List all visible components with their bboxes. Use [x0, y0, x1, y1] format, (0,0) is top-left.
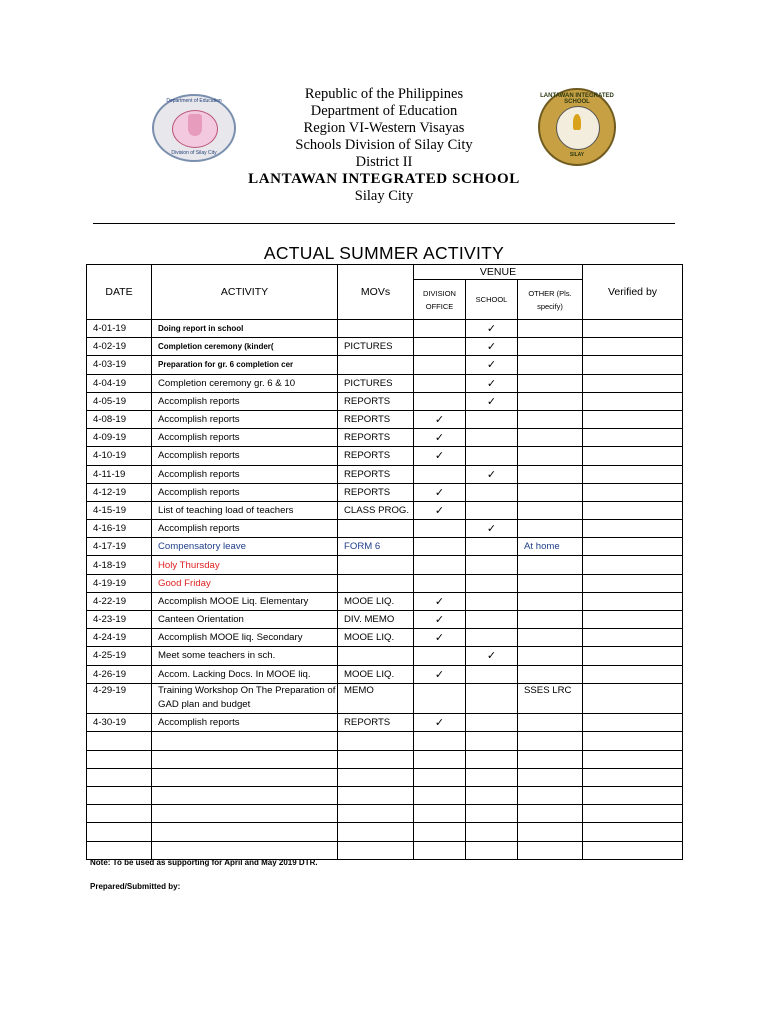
cell-date: 4-22-19: [87, 592, 152, 610]
cell-activity: Accom. Lacking Docs. In MOOE liq.: [152, 665, 338, 683]
cell-school: [466, 447, 518, 465]
cell-other: [518, 392, 583, 410]
cell-school: [466, 429, 518, 447]
cell-other: [518, 665, 583, 683]
table-row: [87, 392, 683, 410]
empty-cell: [583, 732, 683, 750]
empty-cell: [152, 750, 338, 768]
cell-other: [518, 447, 583, 465]
cell-division: ✓: [414, 629, 466, 647]
empty-cell: [518, 805, 583, 823]
cell-activity: Preparation for gr. 6 completion cer: [152, 356, 338, 374]
empty-cell: [583, 823, 683, 841]
cell-activity: Compensatory leave: [152, 538, 338, 556]
header-verified-by: Verified by: [583, 265, 683, 320]
cell-verified: [583, 356, 683, 374]
cell-division: [414, 356, 466, 374]
empty-row: [87, 805, 683, 823]
cell-division: [414, 338, 466, 356]
empty-cell: [152, 805, 338, 823]
cell-date: 4-26-19: [87, 665, 152, 683]
cell-activity: Accomplish MOOE liq. Secondary: [152, 629, 338, 647]
empty-cell: [87, 805, 152, 823]
table-row: [87, 647, 683, 665]
empty-cell: [338, 841, 414, 859]
empty-row: [87, 841, 683, 859]
cell-school: [466, 410, 518, 428]
cell-activity: Good Friday: [152, 574, 338, 592]
cell-school: [466, 483, 518, 501]
empty-cell: [87, 750, 152, 768]
cell-school: ✓: [466, 338, 518, 356]
deped-seal-bottom-text: Division of Silay City: [171, 150, 217, 156]
cell-other: At home: [518, 538, 583, 556]
cell-school: [466, 611, 518, 629]
empty-cell: [466, 768, 518, 786]
cell-movs: REPORTS: [338, 410, 414, 428]
cell-school: [466, 574, 518, 592]
page-title: ACTUAL SUMMER ACTIVITY: [263, 243, 505, 263]
cell-other: [518, 520, 583, 538]
cell-verified: [583, 574, 683, 592]
cell-verified: [583, 665, 683, 683]
cell-movs: [338, 647, 414, 665]
cell-division: ✓: [414, 429, 466, 447]
empty-cell: [87, 732, 152, 750]
cell-date: 4-02-19: [87, 338, 152, 356]
empty-cell: [583, 805, 683, 823]
cell-activity: Completion ceremony gr. 6 & 10: [152, 374, 338, 392]
cell-other: [518, 611, 583, 629]
empty-cell: [466, 750, 518, 768]
cell-date: 4-15-19: [87, 501, 152, 519]
cell-date: 4-04-19: [87, 374, 152, 392]
empty-cell: [518, 732, 583, 750]
letterhead-division: Schools Division of Silay City: [295, 137, 473, 153]
table-row: [87, 538, 683, 556]
empty-cell: [414, 787, 466, 805]
letterhead-school-name: LANTAWAN INTEGRATED SCHOOL: [248, 171, 520, 187]
cell-date: 4-08-19: [87, 410, 152, 428]
cell-verified: [583, 338, 683, 356]
empty-cell: [338, 750, 414, 768]
empty-row: [87, 823, 683, 841]
cell-activity: Accomplish reports: [152, 465, 338, 483]
cell-division: [414, 374, 466, 392]
cell-school: ✓: [466, 392, 518, 410]
cell-other: [518, 501, 583, 519]
empty-cell: [518, 787, 583, 805]
cell-activity: Holy Thursday: [152, 556, 338, 574]
empty-row: [87, 768, 683, 786]
cell-activity: Accomplish reports: [152, 410, 338, 428]
cell-division: [414, 556, 466, 574]
cell-movs: [338, 574, 414, 592]
cell-movs: REPORTS: [338, 447, 414, 465]
header-other: OTHER (Pls. specify): [518, 280, 583, 320]
cell-school: [466, 501, 518, 519]
cell-school: ✓: [466, 520, 518, 538]
cell-division: ✓: [414, 714, 466, 732]
cell-movs: REPORTS: [338, 465, 414, 483]
cell-activity: Accomplish reports: [152, 714, 338, 732]
cell-other: [518, 320, 583, 338]
cell-school: ✓: [466, 356, 518, 374]
cell-other: [518, 629, 583, 647]
empty-cell: [338, 805, 414, 823]
cell-school: ✓: [466, 374, 518, 392]
cell-division: ✓: [414, 611, 466, 629]
cell-date: 4-09-19: [87, 429, 152, 447]
table-row: [87, 338, 683, 356]
table-row: [87, 556, 683, 574]
letterhead-region: Region VI-Western Visayas: [303, 120, 465, 136]
empty-cell: [87, 787, 152, 805]
cell-activity: Canteen Orientation: [152, 611, 338, 629]
cell-school: [466, 556, 518, 574]
letterhead-department: Department of Education: [310, 103, 458, 119]
empty-cell: [518, 750, 583, 768]
cell-verified: [583, 483, 683, 501]
cell-verified: [583, 629, 683, 647]
cell-division: ✓: [414, 447, 466, 465]
cell-other: [518, 647, 583, 665]
cell-activity: Training Workshop On The Preparation of GAD plan and budget: [152, 683, 338, 714]
table-row: [87, 574, 683, 592]
cell-movs: PICTURES: [338, 374, 414, 392]
empty-cell: [518, 823, 583, 841]
header-activity: ACTIVITY: [152, 265, 338, 320]
table-row: [87, 714, 683, 732]
cell-verified: [583, 465, 683, 483]
empty-cell: [466, 787, 518, 805]
cell-verified: [583, 592, 683, 610]
empty-cell: [583, 768, 683, 786]
cell-verified: [583, 611, 683, 629]
cell-activity: Meet some teachers in sch.: [152, 647, 338, 665]
cell-activity: Accomplish reports: [152, 483, 338, 501]
table-row: [87, 520, 683, 538]
cell-movs: [338, 520, 414, 538]
school-seal-bottom-text: SILAY: [569, 152, 585, 158]
cell-date: 4-10-19: [87, 447, 152, 465]
empty-cell: [338, 768, 414, 786]
cell-division: [414, 574, 466, 592]
empty-cell: [87, 841, 152, 859]
cell-movs: DIV. MEMO: [338, 611, 414, 629]
activity-table-body: [87, 320, 683, 860]
cell-division: [414, 520, 466, 538]
cell-activity: List of teaching load of teachers: [152, 501, 338, 519]
cell-activity: Accomplish reports: [152, 520, 338, 538]
cell-date: 4-01-19: [87, 320, 152, 338]
cell-activity: Doing report in school: [152, 320, 338, 338]
cell-verified: [583, 501, 683, 519]
cell-verified: [583, 410, 683, 428]
cell-school: [466, 629, 518, 647]
letterhead-republic: Republic of the Philippines: [304, 86, 464, 102]
header-school: SCHOOL: [466, 280, 518, 320]
empty-cell: [87, 768, 152, 786]
cell-date: 4-30-19: [87, 714, 152, 732]
cell-other: [518, 574, 583, 592]
header-division-office: DIVISION OFFICE: [414, 280, 466, 320]
empty-cell: [466, 805, 518, 823]
cell-movs: MOOE LIQ.: [338, 629, 414, 647]
cell-date: 4-23-19: [87, 611, 152, 629]
cell-other: [518, 465, 583, 483]
cell-date: 4-29-19: [87, 683, 152, 714]
cell-division: ✓: [414, 501, 466, 519]
cell-movs: REPORTS: [338, 392, 414, 410]
table-row: [87, 483, 683, 501]
cell-verified: [583, 556, 683, 574]
cell-school: ✓: [466, 465, 518, 483]
cell-movs: MEMO: [338, 683, 414, 714]
header-venue: VENUE: [414, 265, 583, 280]
cell-date: 4-05-19: [87, 392, 152, 410]
empty-cell: [152, 787, 338, 805]
cell-other: [518, 338, 583, 356]
empty-cell: [414, 732, 466, 750]
cell-activity: Completion ceremony (kinder(: [152, 338, 338, 356]
cell-school: ✓: [466, 647, 518, 665]
cell-verified: [583, 429, 683, 447]
cell-movs: [338, 556, 414, 574]
cell-school: ✓: [466, 320, 518, 338]
table-row: [87, 465, 683, 483]
cell-verified: [583, 374, 683, 392]
cell-movs: PICTURES: [338, 338, 414, 356]
empty-row: [87, 750, 683, 768]
cell-verified: [583, 683, 683, 714]
cell-verified: [583, 392, 683, 410]
cell-division: [414, 320, 466, 338]
table-row: [87, 501, 683, 519]
table-row: [87, 320, 683, 338]
cell-verified: [583, 320, 683, 338]
cell-movs: MOOE LIQ.: [338, 592, 414, 610]
empty-cell: [338, 823, 414, 841]
cell-activity: Accomplish reports: [152, 429, 338, 447]
table-row: [87, 429, 683, 447]
empty-cell: [414, 841, 466, 859]
cell-other: [518, 592, 583, 610]
school-seal-top-text: LANTAWAN INTEGRATED SCHOOL: [540, 93, 614, 105]
empty-row: [87, 787, 683, 805]
cell-other: [518, 410, 583, 428]
empty-cell: [152, 841, 338, 859]
cell-school: [466, 538, 518, 556]
empty-cell: [518, 768, 583, 786]
table-row: [87, 629, 683, 647]
header-divider: [93, 223, 675, 224]
empty-cell: [152, 768, 338, 786]
cell-date: 4-24-19: [87, 629, 152, 647]
cell-movs: [338, 320, 414, 338]
cell-date: 4-25-19: [87, 647, 152, 665]
cell-movs: REPORTS: [338, 429, 414, 447]
cell-movs: REPORTS: [338, 483, 414, 501]
cell-school: [466, 665, 518, 683]
cell-school: [466, 714, 518, 732]
empty-row: [87, 732, 683, 750]
empty-cell: [87, 823, 152, 841]
table-row: [87, 592, 683, 610]
empty-cell: [466, 841, 518, 859]
table-row: [87, 683, 683, 714]
cell-activity: Accomplish reports: [152, 447, 338, 465]
empty-cell: [414, 823, 466, 841]
empty-cell: [414, 768, 466, 786]
cell-division: ✓: [414, 592, 466, 610]
cell-movs: REPORTS: [338, 714, 414, 732]
empty-cell: [466, 823, 518, 841]
cell-activity: Accomplish reports: [152, 392, 338, 410]
letterhead-city: Silay City: [354, 188, 414, 204]
cell-activity: Accomplish MOOE Liq. Elementary: [152, 592, 338, 610]
cell-verified: [583, 520, 683, 538]
cell-other: [518, 429, 583, 447]
table-row: [87, 410, 683, 428]
empty-cell: [338, 787, 414, 805]
table-row: [87, 665, 683, 683]
table-row: [87, 447, 683, 465]
cell-verified: [583, 647, 683, 665]
cell-date: 4-17-19: [87, 538, 152, 556]
letterhead-district: District II: [355, 154, 413, 170]
cell-other: [518, 556, 583, 574]
deped-seal-top-text: Department of Education: [166, 98, 222, 104]
empty-cell: [338, 732, 414, 750]
empty-cell: [583, 841, 683, 859]
cell-movs: FORM 6: [338, 538, 414, 556]
cell-date: 4-12-19: [87, 483, 152, 501]
cell-date: 4-11-19: [87, 465, 152, 483]
activity-table: [86, 264, 683, 860]
empty-cell: [414, 805, 466, 823]
cell-date: 4-18-19: [87, 556, 152, 574]
cell-division: ✓: [414, 410, 466, 428]
cell-other: [518, 714, 583, 732]
cell-date: 4-19-19: [87, 574, 152, 592]
cell-verified: [583, 447, 683, 465]
header-movs: MOVs: [338, 265, 414, 320]
cell-movs: CLASS PROG.: [338, 501, 414, 519]
table-row: [87, 356, 683, 374]
empty-cell: [518, 841, 583, 859]
empty-cell: [466, 732, 518, 750]
cell-school: [466, 592, 518, 610]
cell-division: [414, 538, 466, 556]
cell-division: [414, 465, 466, 483]
empty-cell: [152, 823, 338, 841]
footnote: Note: To be used as supporting for April and May 2019 DTR.: [90, 858, 318, 867]
prepared-by-label: Prepared/Submitted by:: [90, 882, 181, 891]
cell-verified: [583, 714, 683, 732]
empty-cell: [583, 750, 683, 768]
cell-division: ✓: [414, 483, 466, 501]
cell-movs: [338, 356, 414, 374]
cell-date: 4-03-19: [87, 356, 152, 374]
cell-verified: [583, 538, 683, 556]
empty-cell: [583, 787, 683, 805]
table-row: [87, 374, 683, 392]
cell-movs: MOOE LIQ.: [338, 665, 414, 683]
letterhead: [0, 86, 768, 205]
header-date: DATE: [87, 265, 152, 320]
empty-cell: [152, 732, 338, 750]
cell-division: [414, 683, 466, 714]
cell-division: [414, 647, 466, 665]
cell-division: ✓: [414, 665, 466, 683]
cell-other: [518, 356, 583, 374]
cell-school: [466, 683, 518, 714]
cell-other: SSES LRC: [518, 683, 583, 714]
cell-other: [518, 374, 583, 392]
cell-division: [414, 392, 466, 410]
table-row: [87, 611, 683, 629]
cell-other: [518, 483, 583, 501]
cell-date: 4-16-19: [87, 520, 152, 538]
empty-cell: [414, 750, 466, 768]
